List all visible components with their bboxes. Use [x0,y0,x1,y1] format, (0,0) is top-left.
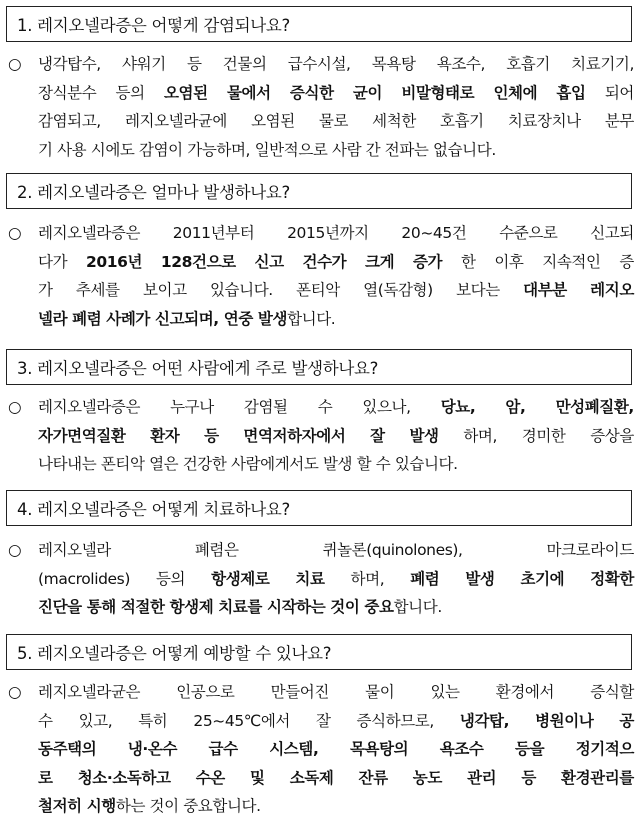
word: 정기적으 [575,740,634,758]
word: 정확한 [590,569,634,588]
word: 환경관리를 [561,768,634,787]
answer-line [8,248,634,277]
word: 2011년부터 [172,224,255,242]
word: 증식할 [590,683,634,701]
word: 치료 [295,569,325,588]
answer-line [8,450,634,479]
circle-bullet-icon: ○ [8,541,22,559]
word: 자가면역질환 [38,426,126,445]
word: 있습니다. [209,281,273,299]
word: 냉각탑, [459,711,510,730]
answer-line-text [38,50,634,79]
word: 있고, [78,711,113,730]
question-box-3 [6,349,632,385]
word: 등의 [115,83,145,102]
word: 증식한 [289,83,334,102]
answer-line [8,764,634,793]
word: 레지오넬라증은 [38,398,141,416]
word: 지속적인 [542,252,601,271]
word: 감염될 [243,398,288,416]
word: 수온 [195,768,225,787]
word: 등을 [515,740,545,758]
word: 암, [505,398,526,416]
answer-line [8,422,634,451]
text-segment: 나타내는 폰티악 열은 건강한 사람에게서도 발생 할 수 있습니다. [38,455,458,473]
word: 항생제로 [211,569,270,588]
answer-line-text [38,735,634,764]
circle-bullet-icon: ○ [8,224,22,242]
word: 레지오넬라균은 [38,683,141,701]
word: 분무 [604,112,634,130]
word: 로 [38,768,53,787]
word: 물로 [318,112,349,130]
word: 흡입 [556,83,586,102]
word: 호흡기 [506,55,550,73]
text-segment: 합니다. [287,309,336,328]
word: 균이 [352,83,383,102]
word: 샤워기 [122,55,166,73]
word: 오염된 [251,112,295,130]
word: 레지오넬라증은 [38,224,141,242]
word: 세척한 [372,112,416,130]
word: 인체에 [493,83,538,102]
answer-line [8,735,634,764]
word: 레지오넬라 [38,541,111,559]
answer-line-text [38,276,634,305]
line-indent [8,248,38,277]
line-indent [8,735,38,764]
word: 되어 [604,83,634,102]
line-indent [8,792,38,821]
word: 있으나, [362,398,411,416]
answer-3 [8,393,634,479]
word: 누구나 [170,398,214,416]
word: 등 [187,55,202,73]
question-text-1: 1. 레지오넬라증은 어떻게 감염되나요? [17,16,291,35]
word: 하며, [463,426,498,445]
word: 2016년 [85,252,143,271]
text-segment: 하는 것이 중요합니다. [115,797,261,815]
word: 수 [38,711,53,730]
word: 물이 [365,683,395,701]
answer-line-text [38,393,634,422]
word: (macrolides) [38,569,130,588]
word: 20~45건 [401,224,467,242]
word: 보이고 [142,281,187,299]
word: 장식분수 [38,83,97,102]
word: 병원이나 [535,711,594,730]
word: 관리 [467,768,497,787]
word: 등 [521,768,536,787]
word: 냉·온수 [127,740,178,758]
question-text-5: 5. 레지오넬라증은 어떻게 예방할 수 있나요? [17,644,332,663]
word: 증상을 [590,426,634,445]
question-box-2 [6,173,632,209]
word: 폰티악 [296,281,340,299]
answer-line-text [38,764,634,793]
word: 환경에서 [495,683,555,701]
answer-line-text [38,219,634,248]
word: 냉각탑수, [38,55,101,73]
line-indent [8,79,38,108]
answer-line-text [38,678,634,707]
question-box-5 [6,634,632,670]
answer-line [8,136,634,165]
word: 경미한 [521,426,566,445]
word: 청소·소독하고 [77,768,171,787]
word: 폐렴은 [194,541,239,559]
answer-line-text [38,536,634,565]
word: 한 [460,252,476,271]
bold-text-segment: 철저히 시행 [38,797,116,815]
word: 시스템, [269,740,319,758]
answer-line [8,707,634,736]
line-indent [8,136,38,165]
answer-line [8,79,634,108]
word: 발생 [465,569,495,588]
word: 당뇨, [440,398,476,416]
text-segment: 합니다. [393,598,442,616]
word: 마크로라이드 [546,541,634,559]
word: 증가 [412,252,443,271]
answer-line [8,593,634,622]
word: 비말형태로 [401,83,475,102]
word: 소독제 [289,768,334,787]
word: 열(독감형) [363,281,433,299]
line-indent [8,276,38,305]
word: 레지오넬라균에 [124,112,227,130]
line-indent [8,305,38,334]
line-indent [8,707,38,736]
word: 면역저하자에서 [243,426,346,445]
word: 잔류 [358,768,388,787]
question-box-1 [6,6,632,42]
question-text-3: 3. 레지오넬라증은 어떤 사람에게 주로 발생하나요? [17,359,379,378]
text-segment: 기 사용 시에도 감염이 가능하며, 일반적으로 사람 간 전파는 없습니다. [38,140,496,159]
word: 증 [619,252,634,271]
word: 추세를 [75,281,120,299]
word: 호흡기 [440,112,484,130]
word: 있는 [430,683,460,701]
word: 가 [38,281,53,299]
line-indent [8,450,38,479]
word: 폐렴 [410,569,440,588]
answer-line-text [38,248,634,277]
word: 목욕탕의 [349,740,409,758]
word: 건수가 [302,252,347,271]
word: 감염되고, [38,112,101,130]
line-indent [8,107,38,136]
answer-line-text [38,107,634,136]
word: 보다는 [456,281,500,299]
word: 치료기기, [571,55,634,73]
answer-line [8,219,634,248]
word: 초기에 [520,569,565,588]
word: 하며, [350,569,385,588]
answer-line-text [38,305,634,334]
answer-4 [8,536,634,622]
word: 인공으로 [176,683,235,701]
word: 25~45℃에서 [193,711,290,730]
circle-bullet-icon: ○ [8,398,22,416]
circle-bullet-icon: ○ [8,683,22,701]
question-text-2: 2. 레지오넬라증은 얼마나 발생하나요? [17,183,291,202]
word: 등 [204,426,219,445]
answer-line-text [38,593,634,622]
word: 수 [317,398,333,416]
answer-5 [8,678,634,821]
word: 128건으로 [160,252,236,271]
answer-line-text [38,136,634,165]
question-text-4: 4. 레지오넬라증은 어떻게 치료하나요? [17,500,291,519]
word: 이후 [494,252,524,271]
word: 만성폐질환, [555,398,634,416]
word: 물에서 [226,83,271,102]
answer-2 [8,219,634,333]
answer-line-text [38,79,634,108]
line-indent [8,593,38,622]
word: 증식하므로, [356,711,434,730]
word: 급수시설, [287,55,351,73]
word: 수준으로 [499,224,558,242]
word: 레지오 [590,281,634,299]
answer-line [8,393,634,422]
answer-line-text [38,792,634,821]
word: 및 [250,768,265,787]
circle-bullet-icon: ○ [8,55,22,73]
word: 농도 [412,768,442,787]
word: 동주택의 [38,740,97,758]
word: 크게 [365,252,395,271]
answer-line [8,678,634,707]
word: 잘 [315,711,331,730]
answer-line [8,536,634,565]
word: 건물의 [222,55,267,73]
word: 급수 [208,740,238,758]
word: 신고 [254,252,284,271]
word: 2015년까지 [287,224,369,242]
word: 만들어진 [270,683,329,701]
line-indent [8,422,38,451]
answer-1 [8,50,634,164]
word: 공 [619,711,634,730]
bold-text-segment: 진단을 통해 적절한 항생제 치료를 시작하는 것이 중요 [38,598,394,616]
answer-line-text [38,565,634,594]
word: 오염된 [163,83,208,102]
answer-line [8,276,634,305]
answer-line [8,305,634,334]
bold-text-segment: 넬라 폐렴 사례가 신고되며, 연중 발생 [38,309,288,328]
word: 치료장치나 [507,112,581,130]
question-box-4 [6,490,632,526]
word: 다가 [38,252,68,271]
word: 목욕탕 [371,55,416,73]
answer-line-text [38,450,634,479]
word: 특히 [138,711,168,730]
answer-line [8,792,634,821]
word: 잘 [370,426,385,445]
word: 대부분 [523,281,567,299]
answer-line [8,107,634,136]
line-indent [8,764,38,793]
word: 욕조수, [436,55,485,73]
answer-line-text [38,707,634,736]
word: 신고되 [590,224,634,242]
word: 욕조수 [439,740,484,758]
answer-line [8,565,634,594]
word: 등의 [155,569,186,588]
answer-line-text [38,422,634,451]
word: 환자 [150,426,180,445]
word: 퀴놀론(quinolones), [322,541,463,559]
word: 발생 [409,426,439,445]
line-indent [8,565,38,594]
answer-line [8,50,634,79]
